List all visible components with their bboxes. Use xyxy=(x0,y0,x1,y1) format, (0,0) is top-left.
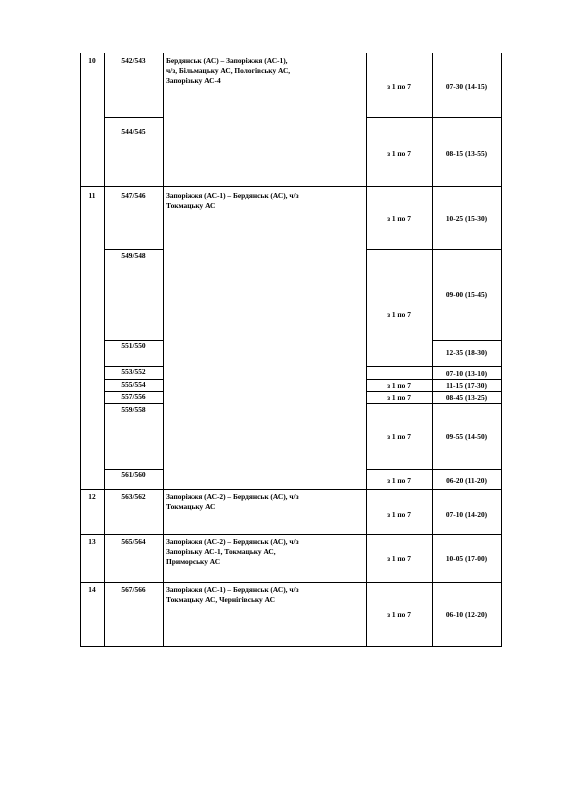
route-code: 547/546 xyxy=(121,191,146,200)
departure-time: 07-10 (14-20) xyxy=(445,510,488,519)
table-rule xyxy=(104,117,164,118)
group-separator xyxy=(80,646,502,647)
table-rule xyxy=(366,117,502,118)
table-rule xyxy=(366,469,502,470)
group-separator xyxy=(80,534,502,535)
departure-time: 06-20 (11-20) xyxy=(446,476,487,485)
operating-days: з 1 по 7 xyxy=(387,381,411,390)
departure-time: 09-00 (15-45) xyxy=(445,290,488,299)
departure-time: 10-05 (17-00) xyxy=(445,554,488,563)
operating-days: з 1 по 7 xyxy=(387,432,411,441)
table-rule xyxy=(104,403,164,404)
route-code: 553/552 xyxy=(121,367,146,376)
table-rule xyxy=(432,340,502,341)
route-name: Запоріжжя (АС-2) – Бердянськ (АС), ч/з Токмацьку АС xyxy=(166,492,299,511)
group-separator xyxy=(80,582,502,583)
operating-days: з 1 по 7 xyxy=(387,610,411,619)
departure-time: 12-35 (18-30) xyxy=(445,348,488,357)
route-code: 542/543 xyxy=(121,56,146,65)
table-rule xyxy=(366,391,502,392)
table-rule xyxy=(104,249,164,250)
table-column-rule xyxy=(80,53,81,647)
route-code: 561/560 xyxy=(121,470,146,479)
table-rule xyxy=(366,366,502,367)
operating-days: з 1 по 7 xyxy=(387,554,411,563)
route-name: Запоріжжя (АС-2) – Бердянськ (АС), ч/з Запорізьку АС-1, Токмацьку АС, Приморську АС xyxy=(166,537,299,566)
row-number: 10 xyxy=(88,56,96,65)
group-separator xyxy=(80,489,502,490)
departure-time: 06-10 (12-20) xyxy=(445,610,488,619)
departure-time: 11-15 (17-30) xyxy=(446,381,487,390)
route-name: Запоріжжя (АС-1) – Бердянськ (АС), ч/з Токмацьку АС, Чернігівську АС xyxy=(166,585,299,604)
departure-time: 10-25 (15-30) xyxy=(445,214,488,223)
route-code: 563/562 xyxy=(121,492,146,501)
route-code: 559/558 xyxy=(121,405,146,414)
departure-time: 08-15 (13-55) xyxy=(445,149,488,158)
departure-time: 07-30 (14-15) xyxy=(445,82,488,91)
table-column-rule xyxy=(163,53,164,647)
table-rule xyxy=(366,249,502,250)
row-number: 11 xyxy=(88,191,96,200)
route-name: Бердянськ (АС) – Запоріжжя (АС-1), ч/з, Більмацьку АС, Пологівську АС, Запорізьку АС-4 xyxy=(166,56,291,85)
route-code: 557/556 xyxy=(121,392,146,401)
table-column-rule xyxy=(501,53,502,647)
departure-time: 07-10 (13-10) xyxy=(445,369,488,378)
departure-time: 08-45 (13-25) xyxy=(445,393,488,402)
route-code: 551/550 xyxy=(121,341,146,350)
table-rule xyxy=(366,403,502,404)
route-code: 549/548 xyxy=(121,251,146,260)
operating-days: з 1 по 7 xyxy=(387,214,411,223)
table-rule xyxy=(366,379,502,380)
operating-days: з 1 по 7 xyxy=(387,393,411,402)
row-number: 14 xyxy=(88,585,96,594)
operating-days: з 1 по 7 xyxy=(387,82,411,91)
row-number: 13 xyxy=(88,537,96,546)
route-code: 565/564 xyxy=(121,537,146,546)
route-code: 544/545 xyxy=(121,127,146,136)
operating-days: з 1 по 7 xyxy=(387,310,411,319)
departure-time: 09-55 (14-50) xyxy=(445,432,488,441)
operating-days: з 1 по 7 xyxy=(387,510,411,519)
route-code: 567/566 xyxy=(121,585,146,594)
row-number: 12 xyxy=(88,492,96,501)
operating-days: з 1 по 7 xyxy=(387,149,411,158)
route-code: 555/554 xyxy=(121,380,146,389)
group-separator xyxy=(80,186,502,187)
operating-days: з 1 по 7 xyxy=(387,476,411,485)
route-name: Запоріжжя (АС-1) – Бердянськ (АС), ч/з Токмацьку АС xyxy=(166,191,299,210)
